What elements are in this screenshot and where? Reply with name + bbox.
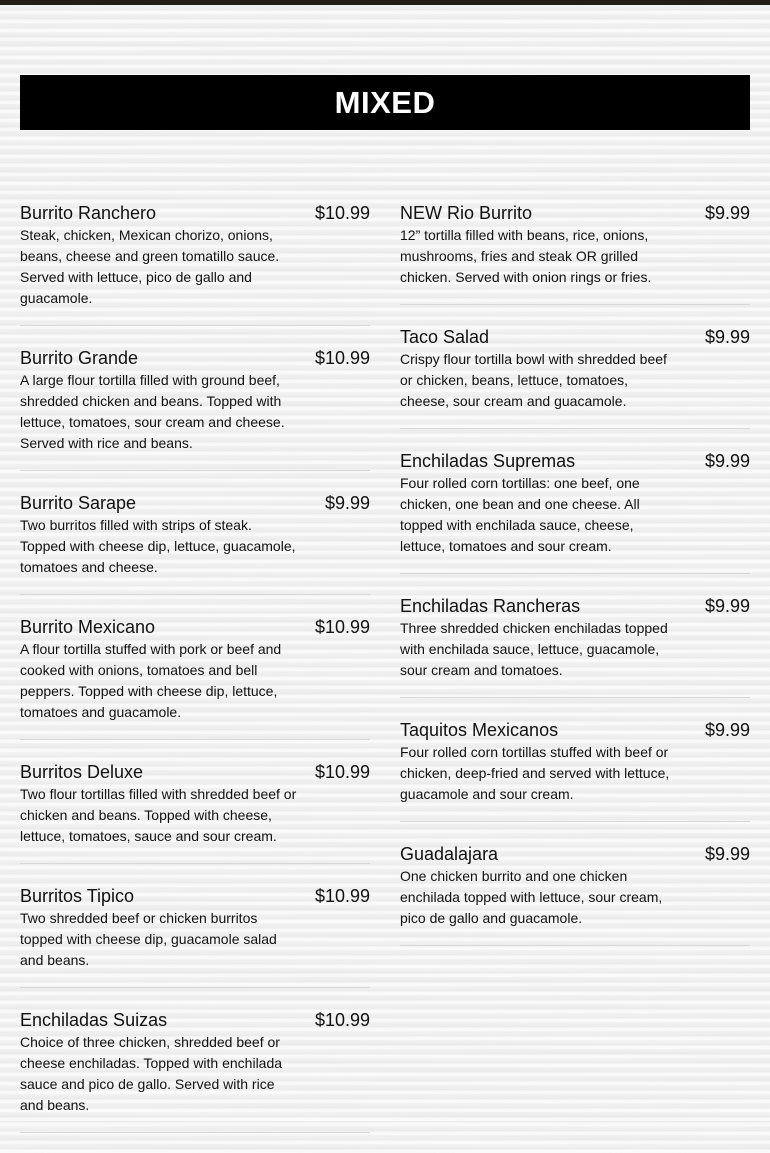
menu-item-description: Steak, chicken, Mexican chorizo, onions, beans, cheese and green tomatillo sauce. Served with lettuce, pico de gallo and guacamole. [20, 227, 280, 306]
menu-item [20, 760, 370, 864]
menu-item [400, 718, 750, 822]
menu-item [20, 346, 370, 471]
menu-item-name: Burritos Tipico [20, 886, 135, 906]
menu-item [400, 842, 750, 946]
menu-item-price: $9.99 [704, 720, 750, 740]
menu-item-description: One chicken burrito and one chicken enchilada topped with lettuce, sour cream, pico de gallo and guacamole. [400, 868, 663, 926]
menu-item-name: Enchiladas Suizas [20, 1010, 168, 1030]
menu-item-name: Taquitos Mexicanos [400, 720, 559, 740]
menu-item-description: Four rolled corn tortillas stuffed with beef or chicken, deep-fried and served with lettuce, guacamole and sour cream. [400, 744, 670, 802]
menu-item-name: Burrito Grande [20, 348, 139, 368]
menu-item [20, 1008, 370, 1133]
menu-item-price: $9.99 [704, 203, 750, 223]
menu-item-name: Enchiladas Supremas [400, 451, 576, 471]
menu-item-description: Two flour tortillas filled with shredded beef or chicken and beans. Topped with cheese, lettuce, tomatoes, sauce and sour cream. [20, 786, 297, 844]
section-title: MIXED [20, 75, 750, 130]
menu-column-left [20, 201, 370, 1153]
menu-item-price: $9.99 [704, 596, 750, 616]
menu-item-price: $10.99 [314, 348, 370, 368]
menu-item [20, 884, 370, 988]
menu-item-name: Guadalajara [400, 844, 499, 864]
menu-item-name: Burrito Mexicano [20, 617, 156, 637]
menu-item-name: NEW Rio Burrito [400, 203, 533, 223]
menu-item [20, 491, 370, 595]
menu-item-name: Enchiladas Rancheras [400, 596, 581, 616]
menu-item-name: Burritos Deluxe [20, 762, 144, 782]
menu-item [20, 201, 370, 326]
menu-column-right [400, 201, 750, 966]
menu-item [400, 449, 750, 574]
menu-item-price: $9.99 [324, 493, 370, 513]
menu-item-description: Three shredded chicken enchiladas topped with enchilada sauce, lettuce, guacamole, sour cream and tomatoes. [400, 620, 668, 678]
menu-item-price: $10.99 [314, 617, 370, 637]
menu-item-description: 12” tortilla filled with beans, rice, onions, mushrooms, fries and steak OR grilled chicken. Served with onion rings or fries. [400, 227, 652, 285]
menu-item-price: $9.99 [704, 451, 750, 471]
top-border [0, 0, 770, 5]
menu-item-description: A large flour tortilla filled with ground beef, shredded chicken and beans. Topped with lettuce, tomatoes, sour cream and cheese. Served with rice and beans. [20, 372, 285, 451]
menu-item-description: Two burritos filled with strips of steak. Topped with cheese dip, lettuce, guacamole, tomatoes and cheese. [20, 517, 296, 575]
menu-item [400, 594, 750, 698]
menu-item-description: A flour tortilla stuffed with pork or beef and cooked with onions, tomatoes and bell peppers. Topped with cheese dip, lettuce, tomatoes and guacamole. [20, 641, 282, 720]
menu-item-description: Two shredded beef or chicken burritos topped with cheese dip, guacamole salad and beans. [20, 910, 277, 968]
menu-item-price: $9.99 [704, 327, 750, 347]
menu-item-name: Taco Salad [400, 327, 490, 347]
menu-item-description: Four rolled corn tortillas: one beef, one chicken, one bean and one cheese. All topped with enchilada sauce, cheese, lettuce, tomatoes and sour cream. [400, 475, 640, 554]
menu-item-description: Choice of three chicken, shredded beef or cheese enchiladas. Topped with enchilada sauce and pico de gallo. Served with rice and beans. [20, 1034, 283, 1113]
menu-item-price: $10.99 [314, 886, 370, 906]
menu-item-price: $9.99 [704, 844, 750, 864]
menu-item-name: Burrito Ranchero [20, 203, 157, 223]
menu-item-price: $10.99 [314, 762, 370, 782]
menu-item-description: Crispy flour tortilla bowl with shredded beef or chicken, beans, lettuce, tomatoes, cheese, sour cream and guacamole. [400, 351, 667, 409]
menu-item [20, 615, 370, 740]
menu-item-name: Burrito Sarape [20, 493, 137, 513]
menu-item [400, 325, 750, 429]
menu-item-price: $10.99 [314, 1010, 370, 1030]
menu-item-price: $10.99 [314, 203, 370, 223]
menu-item [400, 201, 750, 305]
